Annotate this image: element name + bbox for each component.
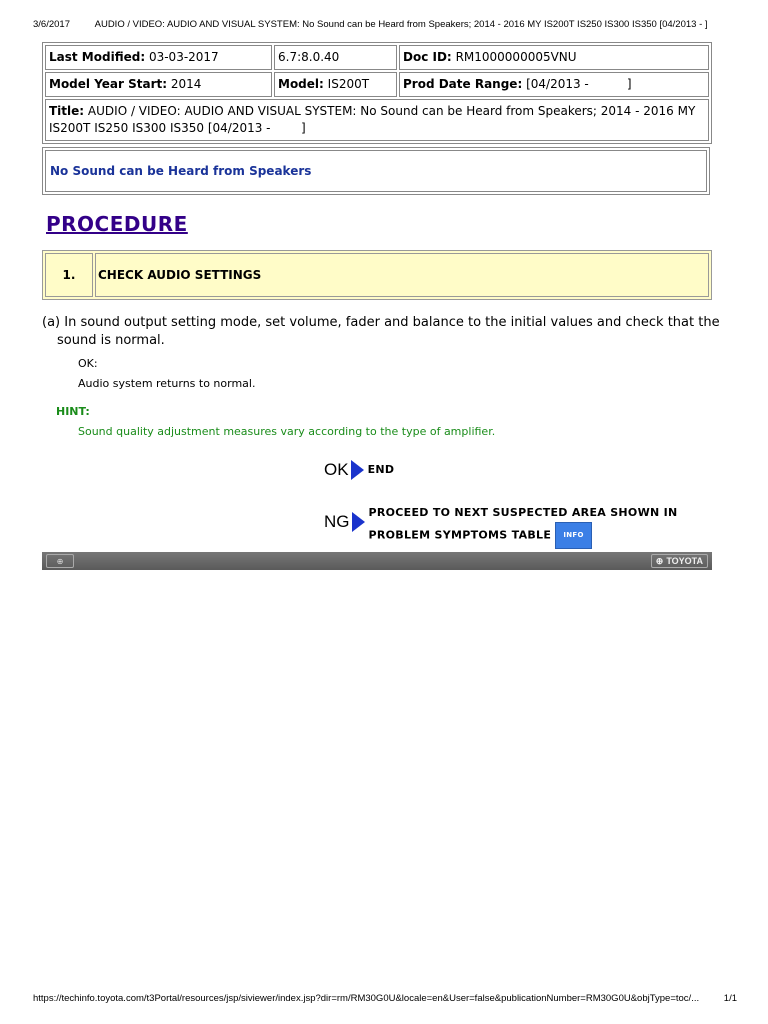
ng-action-line2[interactable]: PROBLEM SYMPTOMS TABLE (368, 528, 552, 542)
print-footer-url: https://techinfo.toyota.com/t3Portal/resources/jsp/siviewer/index.jsp?dir=rm/RM30G0U&locale=en&User=false&publicationNumber=RM30G0U&objType=toc/... (33, 993, 700, 1004)
page-number: 1/1 (723, 993, 737, 1004)
step-number: 1. (45, 253, 93, 297)
model-year-label: Model Year Start: (49, 77, 168, 91)
document-metadata-table (42, 42, 712, 144)
prod-date-cell (399, 72, 709, 97)
prod-date-label: Prod Date Range: (403, 77, 523, 91)
ng-result-action (369, 503, 678, 549)
toyota-emblem-icon[interactable]: ⊕ (46, 554, 74, 568)
toyota-emblem-icon: ⊕ (655, 555, 664, 566)
model-label: Model: (278, 77, 324, 91)
model-cell (274, 72, 397, 97)
prod-date-value: [04/2013 - ] (526, 77, 632, 91)
step-label: CHECK AUDIO SETTINGS (95, 253, 709, 297)
version-cell (274, 45, 397, 70)
toyota-wordmark: TOYOTA (666, 556, 703, 566)
model-value: IS200T (327, 77, 370, 91)
title-value: AUDIO / VIDEO: AUDIO AND VISUAL SYSTEM: No Sound can be Heard from Speakers; 2014 - 2016 MY IS200T IS250 IS300 IS350 [04/2013 - ] (49, 104, 700, 135)
last-modified-cell (45, 45, 272, 70)
version-value: 6.7:8.0.40 (278, 50, 340, 64)
print-header (33, 19, 733, 30)
ok-result[interactable] (324, 460, 394, 480)
last-modified-value: 03-03-2017 (148, 50, 219, 64)
last-modified-label: Last Modified: (49, 50, 146, 64)
title-cell (45, 99, 709, 141)
toyota-logo[interactable] (651, 554, 708, 568)
ng-result-code: NG (324, 512, 350, 531)
footer-toolbar (42, 552, 712, 570)
doc-id-cell (399, 45, 709, 70)
problem-name-box (42, 147, 710, 195)
ng-result (324, 506, 678, 549)
ok-result-code: OK (324, 460, 349, 479)
ok-criteria-label: OK: (78, 357, 98, 370)
ok-arrow-icon (351, 460, 364, 480)
print-date: 3/6/2017 (33, 19, 70, 30)
hint-label: HINT: (56, 405, 90, 418)
info-button[interactable]: INFO (555, 522, 591, 549)
doc-id-label: Doc ID: (403, 50, 452, 64)
instruction-text: (a) In sound output setting mode, set volume, fader and balance to the initial values and check that the sound is normal. (42, 315, 720, 348)
ok-criteria-text: Audio system returns to normal. (78, 377, 256, 390)
ng-action-line1[interactable]: PROCEED TO NEXT SUSPECTED AREA SHOWN IN (368, 506, 678, 519)
ng-arrow-icon (352, 512, 365, 532)
model-year-cell (45, 72, 272, 97)
print-footer (33, 993, 737, 1004)
step-header (42, 250, 712, 300)
hint-text: Sound quality adjustment measures vary according to the type of amplifier. (78, 425, 496, 438)
model-year-value: 2014 (170, 77, 202, 91)
title-label: Title: (49, 104, 85, 118)
problem-name: No Sound can be Heard from Speakers (45, 150, 707, 192)
doc-id-value: RM1000000005VNU (455, 50, 577, 64)
procedure-heading: PROCEDURE (46, 212, 188, 236)
ok-result-action[interactable]: END (367, 463, 395, 476)
print-header-title: AUDIO / VIDEO: AUDIO AND VISUAL SYSTEM: No Sound can be Heard from Speakers; 2014 - 2016 MY IS200T IS250 IS300 IS350 [04/2013 - ] (94, 19, 708, 30)
